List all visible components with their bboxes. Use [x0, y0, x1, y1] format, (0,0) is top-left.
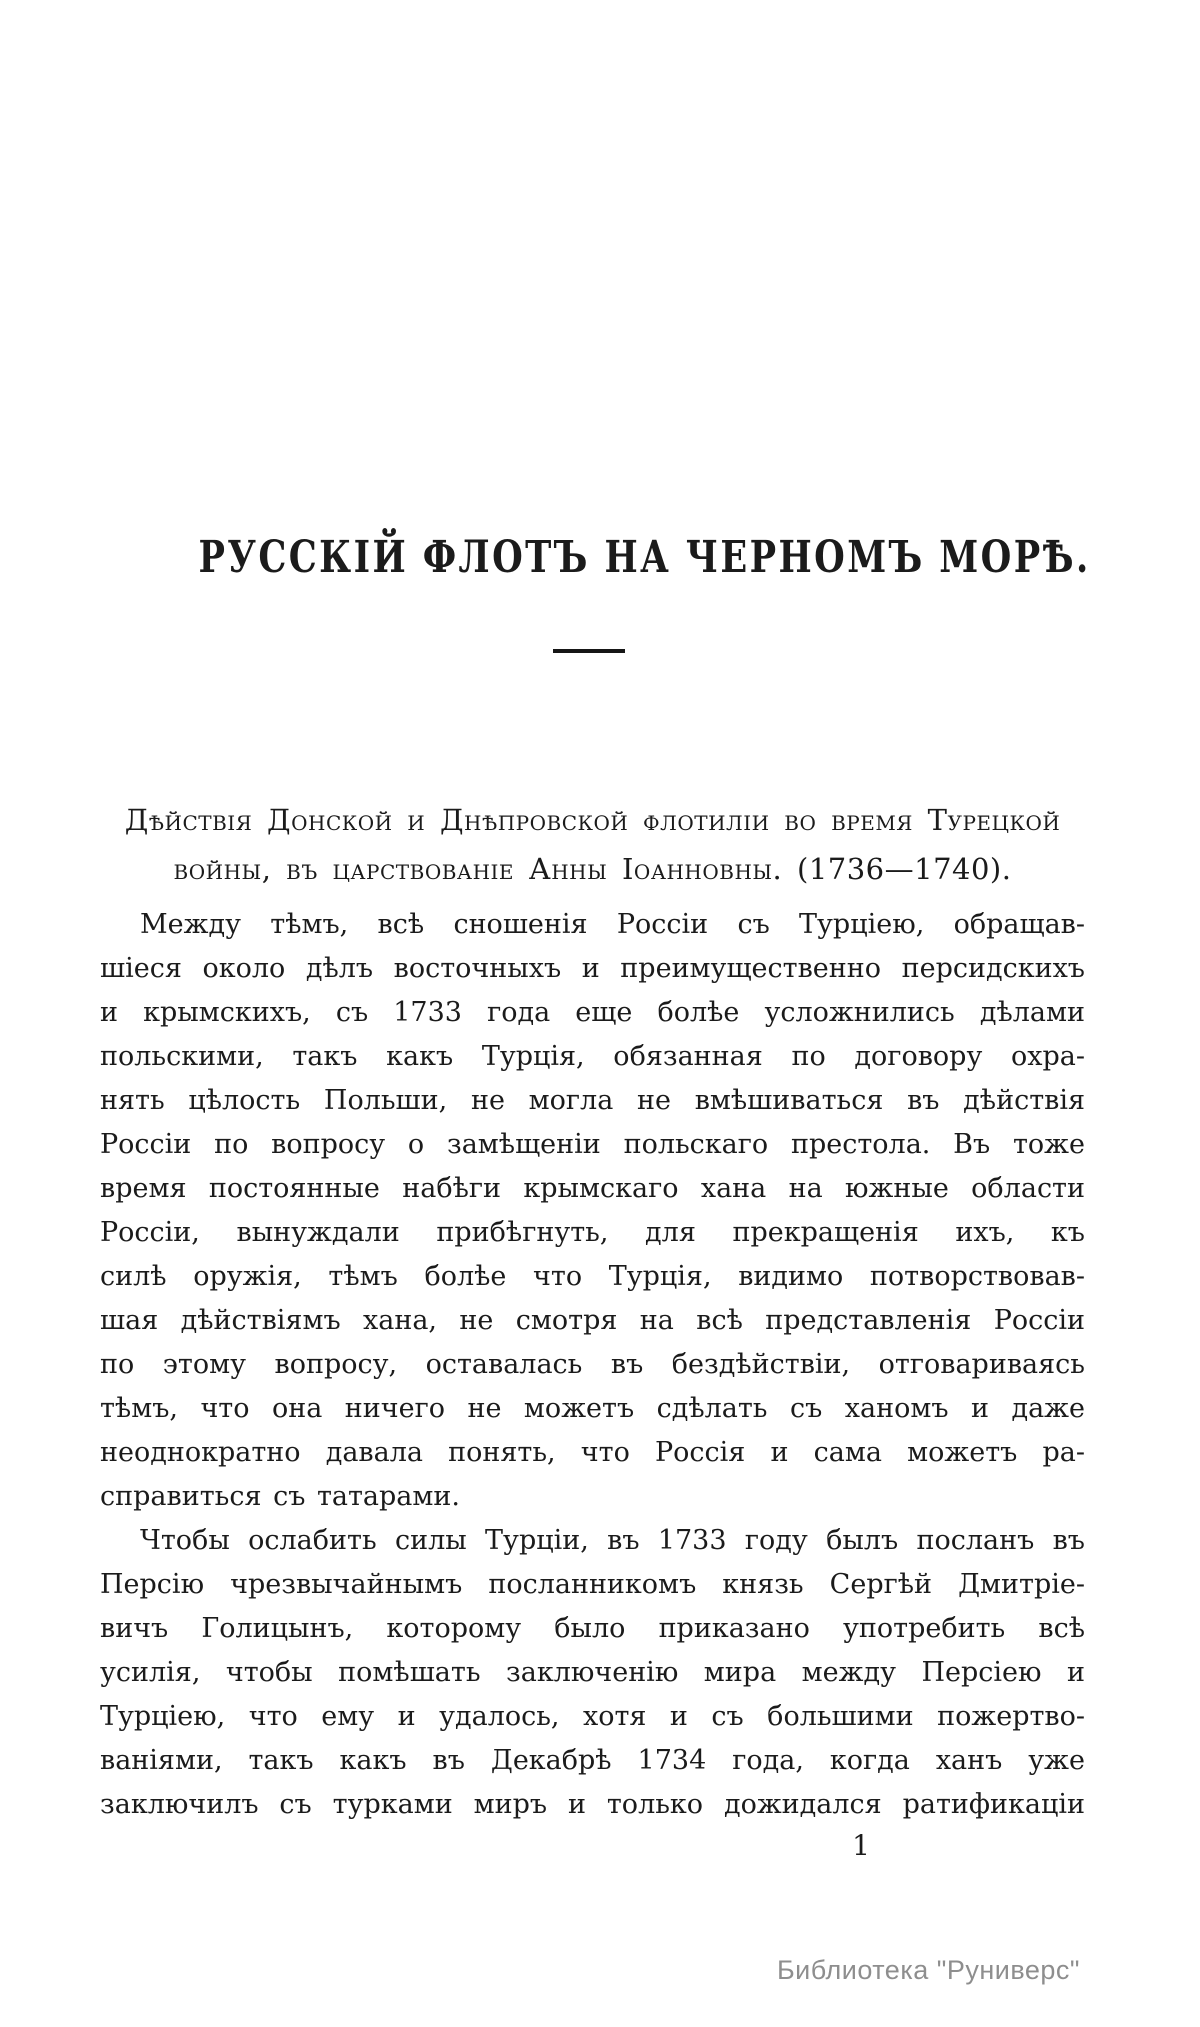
chapter-subtitle: [100, 796, 1085, 894]
subtitle-line: войны, въ царствованіе Анны Іоанновны. (1736—1740).: [173, 852, 1012, 886]
body-line: заключилъ съ турками миръ и только дожидался ратификаціи: [100, 1789, 1085, 1820]
body-line: шіеся около дѣлъ восточныхъ и преимущественно персидскихъ: [100, 953, 1085, 984]
body-line: Россіи по вопросу о замѣщеніи польскаго престола. Въ тоже: [100, 1129, 1085, 1160]
body-line: шая дѣйствіямъ хана, не смотря на всѣ представленія Россіи: [100, 1305, 1085, 1336]
library-watermark: Библиотека "Руниверс": [776, 1955, 1080, 1985]
subtitle-line: Дѣйствія Донской и Днѣпровской флотиліи во время Турецкой: [124, 803, 1061, 837]
page-number: 1: [852, 1829, 870, 1862]
body-line: тѣмъ, что она ничего не можетъ сдѣлать съ ханомъ и даже: [100, 1393, 1085, 1424]
body-line: Персію чрезвычайнымъ посланникомъ князь Сергѣй Дмитріе-: [100, 1569, 1085, 1600]
body-line: усилія, чтобы помѣшать заключенію мира между Персіею и: [100, 1657, 1085, 1688]
body-line: Турціею, что ему и удалось, хотя и съ большими пожертво-: [100, 1701, 1085, 1732]
title-divider: [553, 649, 625, 653]
page-title: РУССКІЙ ФЛОТЪ НА ЧЕРНОМЪ МОРѢ.: [198, 532, 1091, 583]
body-line: Чтобы ослабить силы Турціи, въ 1733 году былъ посланъ въ: [140, 1525, 1085, 1556]
body-line: нять цѣлость Польши, не могла не вмѣшиваться въ дѣйствія: [100, 1085, 1085, 1116]
body-line: Россіи, вынуждали прибѣгнуть, для прекращенія ихъ, къ: [100, 1217, 1085, 1248]
body-text: [100, 903, 1085, 1827]
body-line: Между тѣмъ, всѣ сношенія Россіи съ Турціею, обращав-: [140, 909, 1085, 940]
body-line: время постоянные набѣги крымскаго хана на южные области: [100, 1173, 1085, 1204]
body-line: неоднократно давала понять, что Россія и сама можетъ ра-: [100, 1437, 1085, 1468]
body-line: силѣ оружія, тѣмъ болѣе что Турція, видимо потворствовав-: [100, 1261, 1085, 1292]
body-line: ваніями, такъ какъ въ Декабрѣ 1734 года, когда ханъ уже: [100, 1745, 1085, 1776]
body-line: польскими, такъ какъ Турція, обязанная по договору охра-: [100, 1041, 1085, 1072]
body-line: вичъ Голицынъ, которому было приказано употребить всѣ: [100, 1613, 1085, 1644]
body-line: и крымскихъ, съ 1733 года еще болѣе усложнились дѣлами: [100, 997, 1085, 1028]
body-line: по этому вопросу, оставалась въ бездѣйствіи, отговариваясь: [100, 1349, 1085, 1380]
body-line: справиться съ татарами.: [100, 1481, 460, 1512]
